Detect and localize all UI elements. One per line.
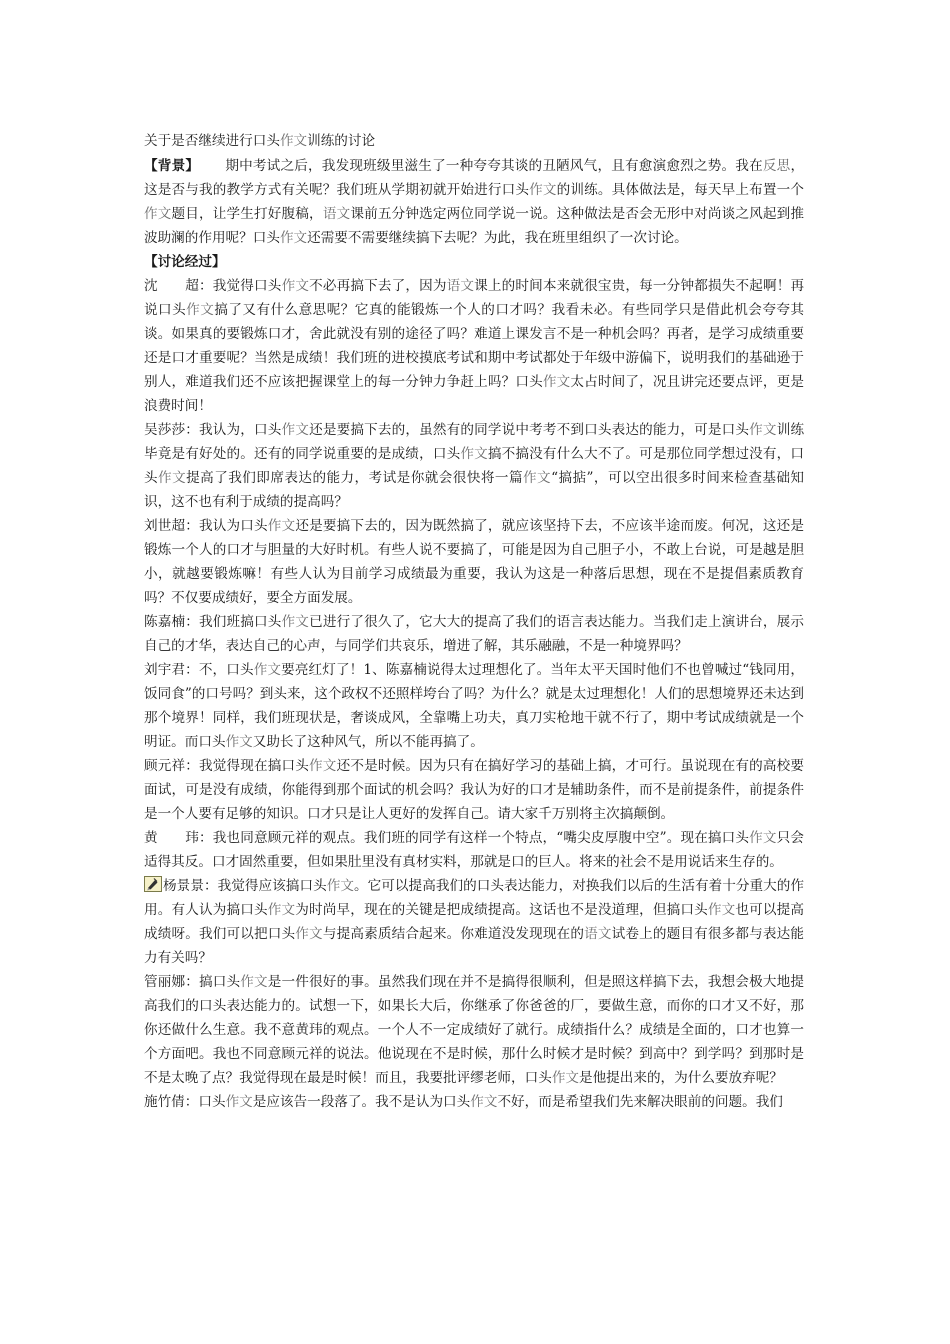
document-page <box>144 128 804 1114</box>
speech-text: 我们班搞口头 <box>199 614 282 630</box>
speech-text: 是一件很好的事。虽然我们现在并不是搞得很顺利，但是照这样搞下去，我想会极大地提高我们的口头表达能力的。试想一下，如果长大后，你继承了你爸爸的厂，要做生意，而你的口才又不好，那你还做什么生意。我不意黄玮的观点。一个人不一定成绩好了就行。成绩指什么？成绩是全面的，口才也算一个方面吧。我也不同意顾元祥的说法。他说现在不是时候，那什么时候才是时候？到高中？到学吗？到那时是不是太晚了点？我觉得现在最是时候！而且，我要批评缪老师，口头 <box>144 974 805 1086</box>
link-zuowen[interactable]: 作文 <box>186 302 215 318</box>
speaker-name: 黄 玮： <box>144 830 213 846</box>
speech-text: 为时尚早，现在的关键是把成绩提高。这话也不是没道理，但搞口头 <box>295 902 708 918</box>
link-zuowen[interactable]: 作文 <box>281 614 310 630</box>
link-yuwen[interactable]: 语文 <box>322 206 351 222</box>
speech-text: 我觉得应该搞口头 <box>217 878 327 894</box>
document-title: 关于是否继续进行口头作文训练的讨论 <box>144 133 376 149</box>
speech-text: 也可以提高成绩呀。我们可以把口头 <box>144 902 805 942</box>
link-zuowen[interactable]: 作文 <box>225 734 253 750</box>
speech-text: 不必再搞下去了，因为 <box>309 278 447 294</box>
link-yuwen[interactable]: 语文 <box>446 278 475 294</box>
speech-text: 。它可以提高我们的口头表达能力，对换我们以后的生活有着十分重大的作用。有人认为搞口头 <box>144 878 805 918</box>
speaker-name: 陈嘉楠： <box>144 614 200 630</box>
speech-text: 我认为口头 <box>199 518 268 534</box>
speech-text: 太占时间了，况且讲完还要点评，更是浪费时间！ <box>144 374 805 414</box>
speech-text: 是应该告一段落了。我不是认为口头 <box>252 1094 471 1110</box>
speech-text: 不好，而是希望我们先来解决眼前的问题。我们 <box>497 1094 783 1110</box>
link-zuowen[interactable]: 作文 <box>470 1094 498 1110</box>
speaker-name: 顾元祥： <box>144 758 200 774</box>
speech-text: 已进行了很久了，它大大的提高了我们的语言表达能力。当我们走上演讲台，展示自己的才华，表达自己的心声，与同学们共哀乐，增进了解，其乐融融，不是一种境界吗？ <box>144 614 805 654</box>
speech-text: 试卷上的题目有很多都与表达能力有关吗？ <box>144 926 805 966</box>
speech-text: 提高了我们即席表达的能力，考试是你就会很快将一篇 <box>186 470 523 486</box>
speaker-name: 沈 超： <box>144 278 213 294</box>
link-zuowen[interactable]: 作文 <box>158 470 187 486</box>
speech-paragraph <box>144 826 804 874</box>
link-zuowen[interactable]: 作文 <box>326 878 354 894</box>
speech-paragraph <box>144 274 804 418</box>
link-zuowen[interactable]: 作文 <box>253 662 282 678</box>
speech-text: 口头 <box>198 1094 226 1110</box>
link-zuowen[interactable]: 作文 <box>281 422 310 438</box>
link-zuowen[interactable]: 作文 <box>551 1070 579 1086</box>
link-fansi[interactable]: 反思 <box>762 158 791 174</box>
link-zuowen[interactable]: 作文 <box>267 518 296 534</box>
speech-text: 搞口头 <box>199 974 241 990</box>
link-zuowen[interactable]: 作文 <box>240 974 268 990</box>
link-zuowen[interactable]: 作文 <box>279 133 308 149</box>
link-zuowen[interactable]: 作文 <box>144 206 172 222</box>
link-zuowen[interactable]: 作文 <box>542 374 571 390</box>
speaker-name: 管丽娜： <box>144 974 200 990</box>
speech-text: 只会适得其反。口才固然重要，但如果肚里没有真材实料，那就是口的巨人。将来的社会不是用说话来生存的。 <box>144 830 805 870</box>
speech-paragraph <box>144 658 804 754</box>
link-zuowen[interactable]: 作文 <box>281 278 310 294</box>
speech-paragraph <box>144 1090 804 1114</box>
speaker-name: 刘世超： <box>144 518 200 534</box>
speech-paragraph <box>144 754 804 826</box>
speech-text: 要亮红灯了！1、陈嘉楠说得太过理想化了。当年太平天国时他们不也曾喊过“钱同用，饭同食”的口号吗？到头来，这个政权不还照样垮台了吗？为什么？就是太过理想化！人们的思想境界还未达到那个境界！同样，我们班现状是，奢谈成风，全靠嘴上功夫，真刀实枪地干就不行了，期中考试成绩就是一个明证。而口头 <box>144 662 805 750</box>
speech-text: 还是要搞下去的，虽然有的同学说中考考不到口头表达的能力，可是口头 <box>309 422 750 438</box>
speech-text: 是他提出来的，为什么要放弃呢？ <box>579 1070 783 1086</box>
section-heading-process: 【讨论经过】 <box>144 254 226 270</box>
speech-text: 我觉得口头 <box>212 278 282 294</box>
link-zuowen[interactable]: 作文 <box>279 230 308 246</box>
link-zuowen[interactable]: 作文 <box>309 758 337 774</box>
speech-text: “搞掂”，可以空出很多时间来检查基础知识，这不也有利于成绩的提高吗？ <box>144 470 805 510</box>
speech-text: 与提高素质结合起来。你难道没发现现在的 <box>322 926 585 942</box>
speech-paragraph <box>144 610 804 658</box>
speech-text: 课上的时间本来就很宝贵，每一分钟都损失不起啊！再说口头 <box>144 278 805 318</box>
link-yuwen[interactable]: 语文 <box>584 926 612 942</box>
speech-text: 训练毕竟是有好处的。还有的同学说重要的是成绩，口头 <box>144 422 805 462</box>
speech-text: 还是要搞下去的，因为既然搞了，就应该坚持下去，不应该半途而废。何况，这还是锻炼一个人的口才与胆量的大好时机。有些人说不要搞了，可能是因为自己胆子小，不敢上台说，可是越是胆小，就越要锻炼嘛！有些人认为目前学习成绩最为重要，我认为这是一种落后思想，现在不是提倡素质教育吗？不仅要成绩好，要全方面发展。 <box>144 518 805 606</box>
pencil-note-icon <box>144 876 162 892</box>
speaker-name: 杨景景： <box>163 878 218 894</box>
link-zuowen[interactable]: 作文 <box>295 926 323 942</box>
speech-paragraph <box>144 874 804 970</box>
link-zuowen[interactable]: 作文 <box>529 182 557 198</box>
link-zuowen[interactable]: 作文 <box>267 902 296 918</box>
speech-text: 还不是时候。因为只有在搞好学习的基础上搞，才可行。虽说现在有的高校要面试，可是没有成绩，你能得到那个面试的机会吗？我认为好的口才是辅助条件，而不是前提条件，前提条件是一个人要有足够的知识。口才只是让人更好的发挥自己。请大家千万别将主次搞颠倒。 <box>144 758 805 822</box>
speech-text: 不，口头 <box>198 662 254 678</box>
speech-text: 搞不搞没有什么大不了。可是那位同学想过没有，口头 <box>144 446 805 486</box>
speaker-name: 吴莎莎： <box>144 422 200 438</box>
speech-text: 我觉得现在搞口头 <box>199 758 310 774</box>
link-zuowen[interactable]: 作文 <box>749 830 777 846</box>
link-zuowen[interactable]: 作文 <box>749 422 777 438</box>
link-zuowen[interactable]: 作文 <box>523 470 552 486</box>
speech-text: 又助长了这种风气，所以不能再搞了。 <box>252 734 484 750</box>
speech-text: 我认为，口头 <box>199 422 282 438</box>
link-zuowen[interactable]: 作文 <box>460 446 488 462</box>
speech-list <box>144 274 804 1114</box>
section-label-background: 【背景】 <box>144 158 200 174</box>
speech-text: 搞了又有什么意思呢？它真的能锻炼一个人的口才吗？我看未必。有些同学只是借此机会夸夸其谈。如果真的要锻炼口才，舍此就没有别的途径了吗？难道上课发言不是一种机会吗？再者，是学习成绩重要还是口才重要呢？当然是成绩！我们班的进校摸底考试和期中考试都处于年级中游偏下，说明我们的基础逊于别人，难道我们还不应该把握课堂上的每一分钟力争赶上吗？口头 <box>144 302 805 390</box>
speech-paragraph <box>144 514 804 610</box>
speech-text: 我也同意顾元祥的观点。我们班的同学有这样一个特点，“嘴尖皮厚腹中空”。现在搞口头 <box>212 830 750 846</box>
link-zuowen[interactable]: 作文 <box>707 902 736 918</box>
speaker-name: 刘宇君： <box>144 662 199 678</box>
speech-paragraph <box>144 418 804 514</box>
speech-paragraph <box>144 970 804 1090</box>
background-paragraph: 【背景】 期中考试之后，我发现班级里滋生了一种夸夸其谈的丑陋风气，且有愈演愈烈之势。我在反思，这是否与我的教学方式有关呢？我们班从学期初就开始进行口头作文的训练。具体做法是，每天早上布置一个作文题目，让学生打好腹稿，语文课前五分钟选定两位同学说一说。这种做法是否会无形中对尚谈之风起到推波助澜的作用呢？口头作文还需要不需要继续搞下去呢？为此，我在班里组织了一次讨论。 <box>144 158 805 246</box>
link-zuowen[interactable]: 作文 <box>225 1094 253 1110</box>
speaker-name: 施竹倩： <box>144 1094 199 1110</box>
